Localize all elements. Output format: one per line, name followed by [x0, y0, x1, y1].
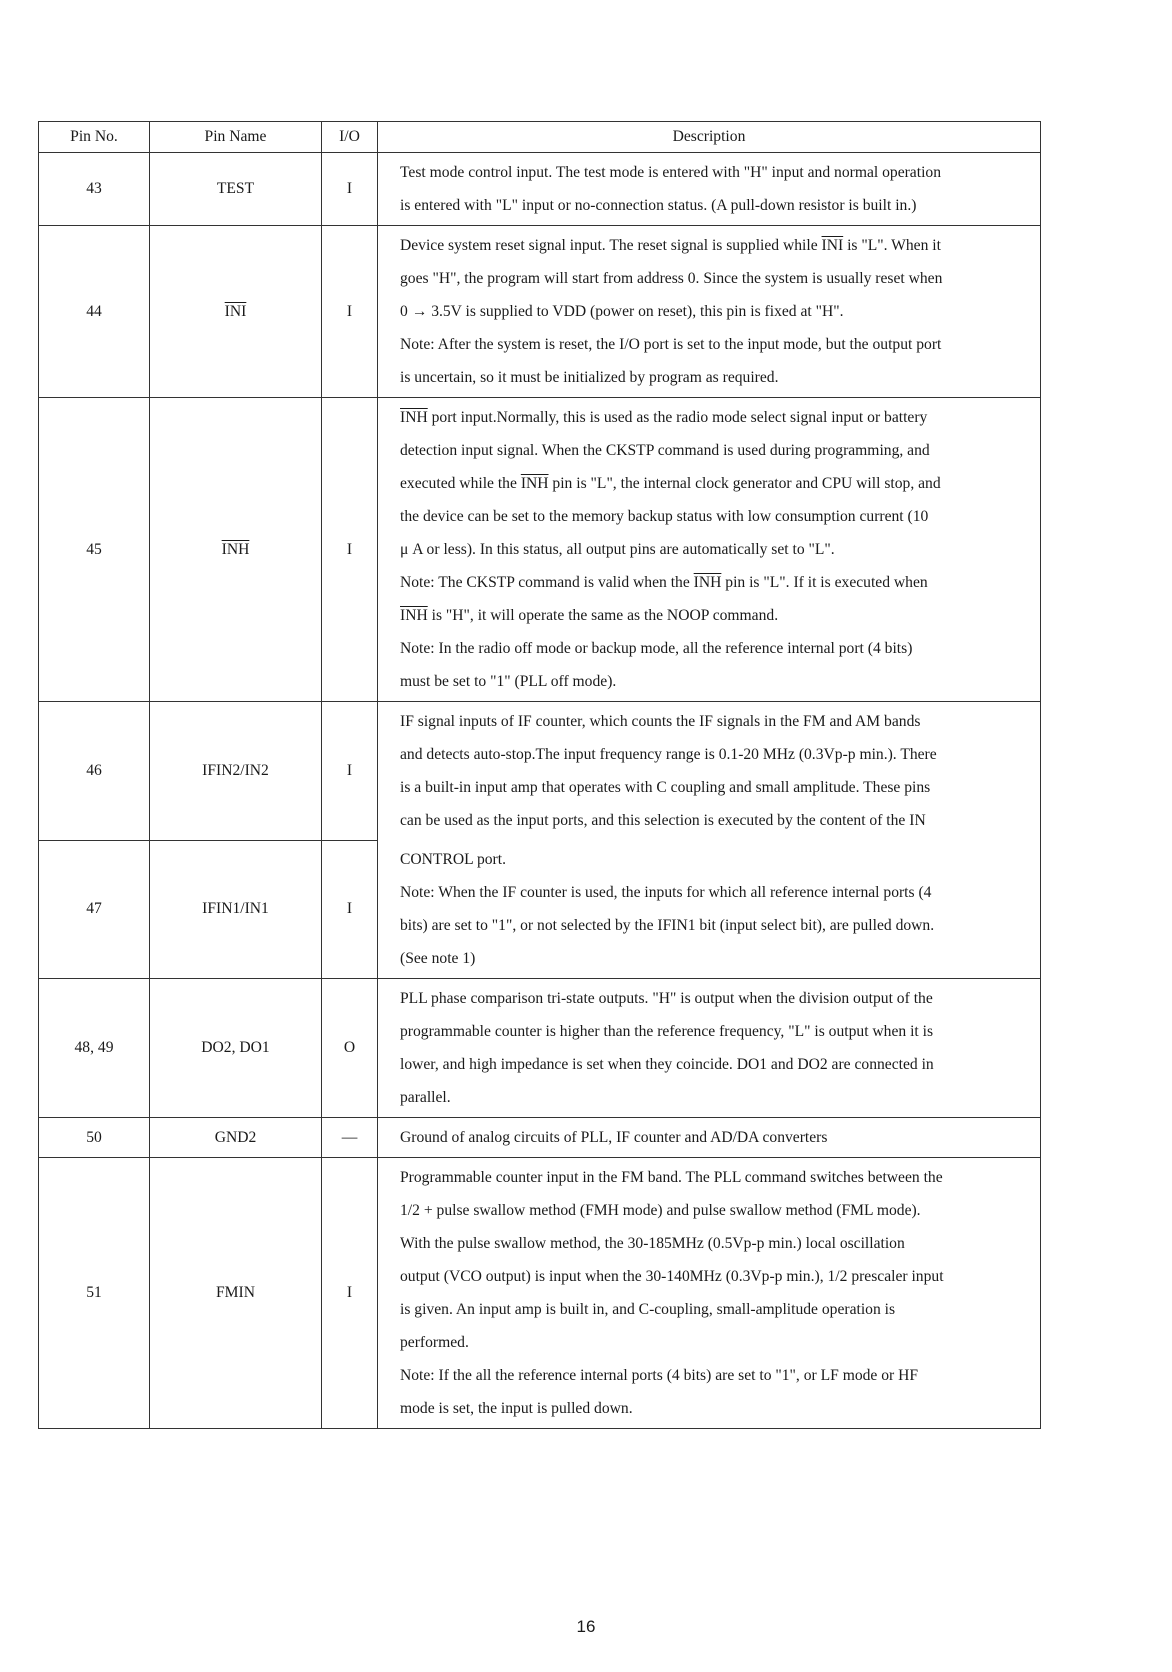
table-row — [39, 979, 1041, 1118]
description-line: PLL phase comparison tri-state outputs. "H" is output when the division output of the — [400, 990, 933, 1007]
description-line: lower, and high impedance is set when they coincide. DO1 and DO2 are connected in — [400, 1056, 934, 1073]
text-fragment: is "H", it will operate the same as the NOOP command. — [427, 607, 779, 624]
overlined-signal: $\overline{INH}$ — [400, 409, 428, 426]
description-line: μ A or less). In this status, all output pins are automatically set to "L". — [400, 541, 835, 558]
pin-name: FMIN — [150, 1158, 322, 1429]
table-header-row — [39, 122, 1041, 153]
description-line — [400, 599, 1034, 632]
text-fragment: executed while the — [400, 475, 521, 492]
pin-io: O — [322, 979, 378, 1118]
description-line: is a built-in input amp that operates with C coupling and small amplitude. These pins — [400, 779, 931, 796]
table-row — [39, 153, 1041, 226]
description-line: goes "H", the program will start from address 0. Since the system is usually reset when — [400, 270, 943, 287]
overlined-signal: $\overline{INH}$ — [520, 475, 549, 492]
pin-number: 48, 49 — [39, 979, 150, 1118]
table-row — [39, 1118, 1041, 1158]
description-line: Note: When the IF counter is used, the inputs for which all reference internal ports (4 — [400, 884, 932, 901]
description-line: is uncertain, so it must be initialized by program as required. — [400, 369, 779, 386]
description-line: programmable counter is higher than the reference frequency, "L" is output when it is — [400, 1023, 934, 1040]
description-line: Test mode control input. The test mode is entered with "H" input and normal operation — [400, 164, 941, 181]
pin-description — [378, 702, 1041, 841]
pin-description — [378, 840, 1041, 979]
pin-number: 47 — [39, 840, 150, 979]
pin-description — [378, 1118, 1041, 1158]
table-row — [39, 226, 1041, 398]
pin-io: I — [322, 398, 378, 702]
pin-name: IFIN1/IN1 — [150, 840, 322, 979]
description-line: Note: If the all the reference internal ports (4 bits) are set to "1", or LF mode or HF — [400, 1367, 919, 1384]
overlined-signal: $\overline{INH}$ — [400, 607, 428, 624]
overlined-signal: $\overline{INI}$ — [821, 237, 844, 254]
pin-name: $\overline{INI}$ — [150, 226, 322, 398]
description-line: 1/2 + pulse swallow method (FMH mode) and pulse swallow method (FML mode). — [400, 1202, 921, 1219]
description-line: Note: In the radio off mode or backup mode, all the reference internal port (4 bits) — [400, 640, 913, 657]
header-pin-no: Pin No. — [39, 122, 150, 153]
pin-number: 43 — [39, 153, 150, 226]
pin-io: I — [322, 226, 378, 398]
description-line: output (VCO output) is input when the 30-140MHz (0.3Vp-p min.), 1/2 prescaler input — [400, 1268, 944, 1285]
pin-name: TEST — [150, 153, 322, 226]
pin-description — [378, 153, 1041, 226]
pin-number: 50 — [39, 1118, 150, 1158]
description-line: the device can be set to the memory backup status with low consumption current (10 — [400, 508, 929, 525]
description-line — [400, 401, 1034, 434]
description-line: Note: After the system is reset, the I/O port is set to the input mode, but the output port — [400, 336, 942, 353]
pin-description — [378, 1158, 1041, 1429]
header-io: I/O — [322, 122, 378, 153]
pin-number: 44 — [39, 226, 150, 398]
description-line: is given. An input amp is built in, and C-coupling, small-amplitude operation is — [400, 1301, 896, 1318]
description-line: must be set to "1" (PLL off mode). — [400, 673, 617, 690]
header-pin-name: Pin Name — [150, 122, 322, 153]
description-line: detection input signal. When the CKSTP command is used during programming, and — [400, 442, 930, 459]
description-line: and detects auto-stop.The input frequency range is 0.1-20 MHz (0.3Vp-p min.). There — [400, 746, 937, 763]
text-fragment: Device system reset signal input. The reset signal is supplied while — [400, 237, 822, 254]
pin-description — [378, 398, 1041, 702]
description-line: IF signal inputs of IF counter, which counts the IF signals in the FM and AM bands — [400, 713, 921, 730]
description-line — [400, 467, 1034, 500]
pin-description-table — [38, 121, 1041, 1429]
pin-io: I — [322, 153, 378, 226]
pin-name: $\overline{INH}$ — [150, 398, 322, 702]
pin-description — [378, 226, 1041, 398]
description-line: Programmable counter input in the FM band. The PLL command switches between the — [400, 1169, 943, 1186]
pin-name: DO2, DO1 — [150, 979, 322, 1118]
description-line: is entered with "L" input or no-connection status. (A pull-down resistor is built in.) — [400, 197, 917, 214]
pin-io: I — [322, 840, 378, 979]
pin-io: I — [322, 702, 378, 841]
description-line: 0 → 3.5V is supplied to VDD (power on reset), this pin is fixed at "H". — [400, 303, 844, 320]
pin-description — [378, 979, 1041, 1118]
description-line: can be used as the input ports, and this selection is executed by the content of the IN — [400, 812, 926, 829]
table-row — [39, 1158, 1041, 1429]
pin-number: 51 — [39, 1158, 150, 1429]
description-line: parallel. — [400, 1089, 451, 1106]
table-row — [39, 840, 1041, 979]
description-line: CONTROL port. — [400, 851, 506, 868]
text-fragment: pin is "L", the internal clock generator and CPU will stop, and — [548, 475, 941, 492]
pin-io: I — [322, 1158, 378, 1429]
text-fragment: port input.Normally, this is used as the radio mode select signal input or battery — [427, 409, 928, 426]
page-number: 16 — [576, 1617, 596, 1636]
table-row — [39, 398, 1041, 702]
description-line: bits) are set to "1", or not selected by the IFIN1 bit (input select bit), are pulled down. — [400, 917, 935, 934]
description-line: (See note 1) — [400, 950, 476, 967]
description-line: Ground of analog circuits of PLL, IF counter and AD/DA converters — [400, 1129, 828, 1146]
description-line: With the pulse swallow method, the 30-185MHz (0.5Vp-p min.) local oscillation — [400, 1235, 905, 1252]
description-line: mode is set, the input is pulled down. — [400, 1400, 633, 1417]
pin-number: 46 — [39, 702, 150, 841]
text-fragment: pin is "L". If it is executed when — [721, 574, 928, 591]
header-description: Description — [378, 122, 1041, 153]
pin-name: GND2 — [150, 1118, 322, 1158]
pin-io: — — [322, 1118, 378, 1158]
description-line — [400, 229, 1034, 262]
overlined-signal: $\overline{INH}$ — [693, 574, 722, 591]
text-fragment: Note: The CKSTP command is valid when the — [400, 574, 694, 591]
text-fragment: is "L". When it — [843, 237, 941, 254]
pin-number: 45 — [39, 398, 150, 702]
description-line — [400, 566, 1034, 599]
pin-name: IFIN2/IN2 — [150, 702, 322, 841]
description-line: performed. — [400, 1334, 469, 1351]
table-row — [39, 702, 1041, 841]
